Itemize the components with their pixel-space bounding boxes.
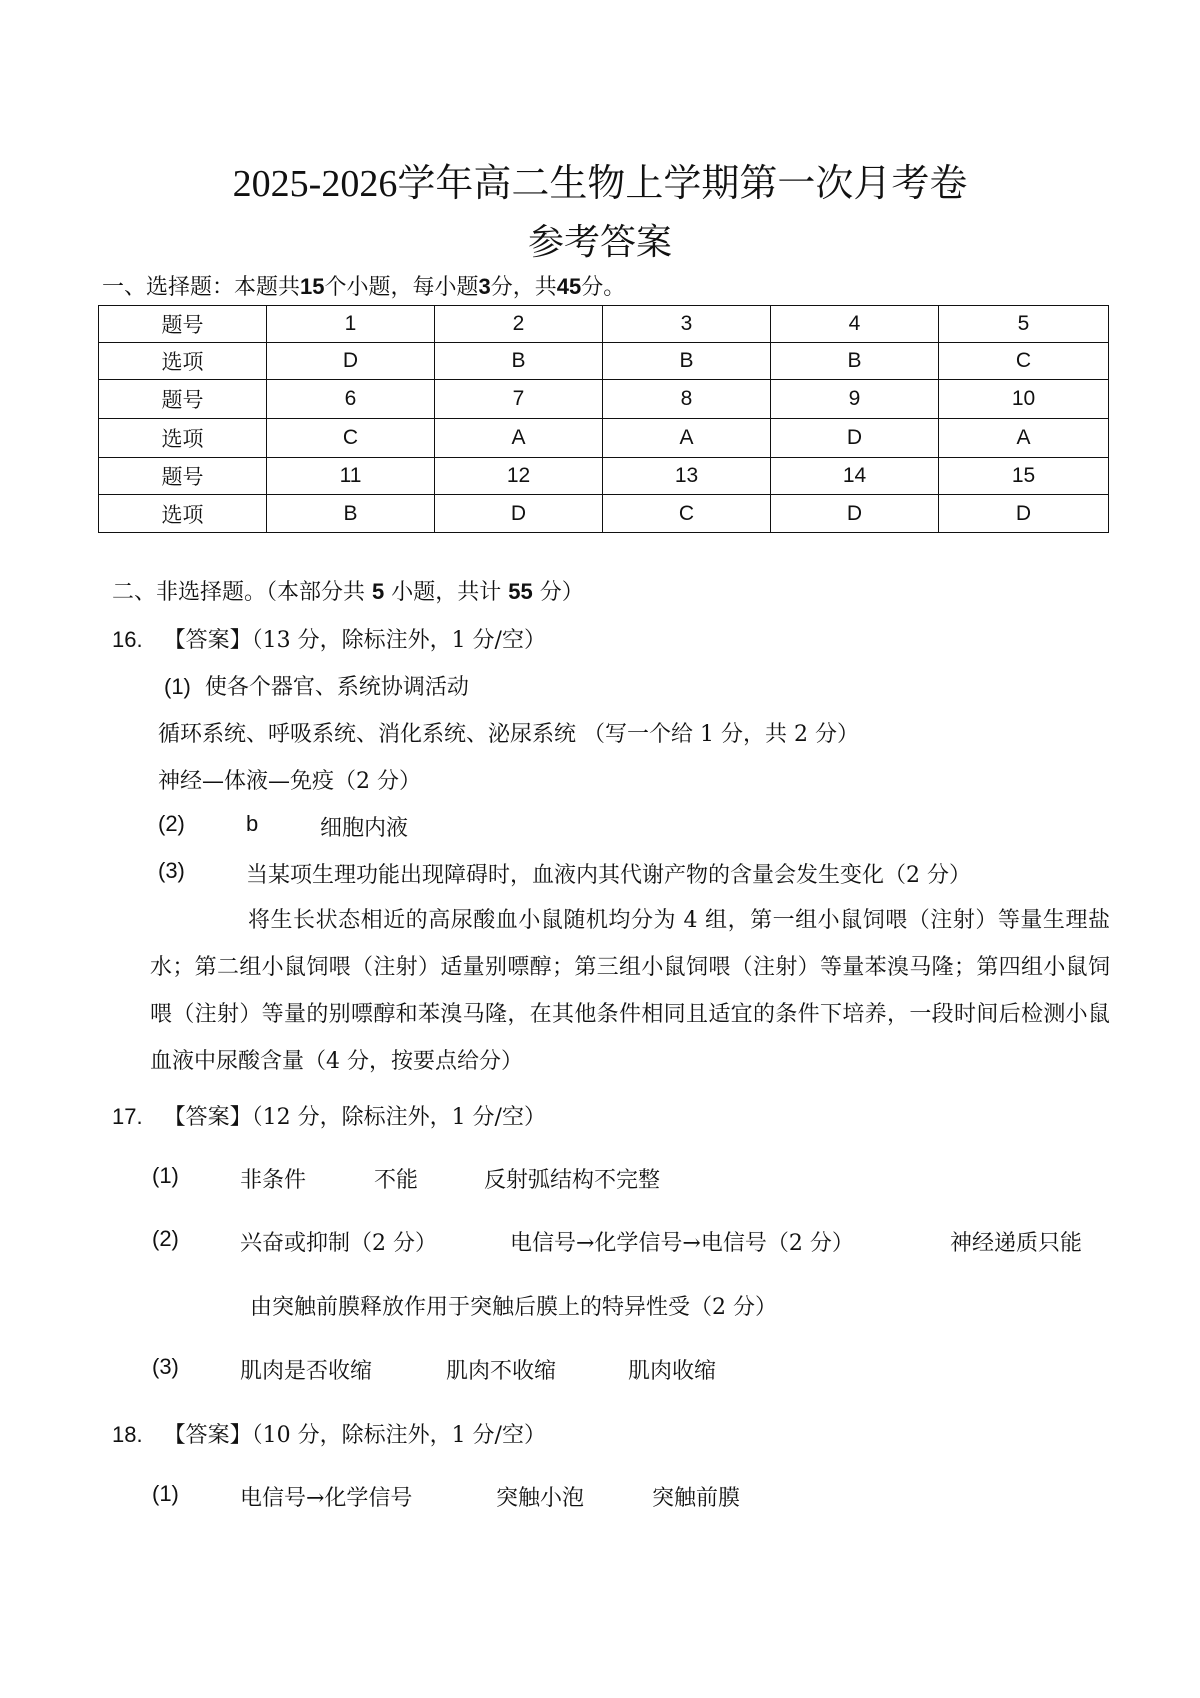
q16-part3-answer-a: 当某项生理功能出现障碍时，血液内其代谢产物的含量会发生变化（2 分） (246, 863, 971, 888)
q17-part3-label: (3) (152, 1354, 179, 1379)
q17-part3-answer-c: 肌肉收缩 (628, 1359, 717, 1384)
table-cell: D (435, 495, 603, 533)
table-row-header: 选项 (99, 419, 267, 458)
answer-table (98, 305, 1109, 533)
section1-text-c: 分，共 (490, 275, 557, 300)
section2-total: 55 (508, 579, 533, 604)
table-cell: 7 (435, 380, 603, 419)
section1-text-d: 分。 (581, 275, 626, 300)
table-cell: 4 (771, 306, 939, 343)
q17-part2-answer-c: 神经递质只能 (950, 1231, 1083, 1256)
table-row-header: 题号 (99, 458, 267, 495)
table-cell: A (435, 419, 603, 458)
q16-part2-answer-a: b (246, 811, 259, 836)
q17-part1-label: (1) (152, 1163, 179, 1188)
table-cell: D (771, 495, 939, 533)
section2-text-b: 小题，共计 (391, 580, 502, 605)
q16-header (112, 623, 546, 654)
table-cell: 9 (771, 380, 939, 419)
table-cell: 11 (267, 458, 435, 495)
table-cell: 10 (939, 380, 1109, 419)
q17-part2-label: (2) (152, 1226, 179, 1251)
section1-count: 15 (300, 274, 325, 299)
section1-points-each: 3 (478, 274, 491, 299)
q16-part2-answer-b: 细胞内液 (320, 816, 409, 841)
table-row-header: 选项 (99, 343, 267, 380)
q18-part1-answer-b: 突触小泡 (496, 1486, 585, 1511)
section2-text-a: 二、非选择题。（本部分共 (112, 580, 366, 605)
table-cell: C (603, 495, 771, 533)
q17-number: 17. (112, 1104, 143, 1129)
section1-text-a: 一、选择题：本题共 (102, 275, 301, 300)
q17-part1-answer-a: 非条件 (240, 1168, 307, 1193)
table-cell: A (939, 419, 1109, 458)
table-cell: B (771, 343, 939, 380)
table-row (99, 306, 1109, 343)
table-cell: 14 (771, 458, 939, 495)
q16-part1 (164, 670, 469, 701)
table-cell: B (267, 495, 435, 533)
q17-part3-answer-a: 肌肉是否收缩 (240, 1359, 373, 1384)
table-row-header: 题号 (99, 380, 267, 419)
q16-part2-label: (2) (158, 811, 185, 836)
q18-part1-label: (1) (152, 1481, 179, 1506)
table-cell: 8 (603, 380, 771, 419)
table-row-header: 题号 (99, 306, 267, 343)
table-cell: C (267, 419, 435, 458)
q17-part2-answer-b: 电信号→化学信号→电信号（2 分） (510, 1231, 854, 1256)
q18-header (112, 1418, 546, 1449)
page-subtitle: 参考答案 (527, 222, 672, 262)
q16-answer-label: 【答案】（13 分，除标注外，1 分/空） (163, 628, 546, 653)
q16-part3-label: (3) (158, 858, 185, 883)
table-cell: D (267, 343, 435, 380)
q16-number: 16. (112, 627, 143, 652)
q17-answer-label: 【答案】（12 分，除标注外，1 分/空） (163, 1105, 546, 1130)
section1-text-b: 个小题，每小题 (324, 275, 479, 300)
table-row (99, 458, 1109, 495)
table-cell: 13 (603, 458, 771, 495)
table-cell: 3 (603, 306, 771, 343)
q16-part1-label: (1) (164, 674, 191, 699)
section2-text-c: 分） (539, 580, 584, 605)
table-cell: 5 (939, 306, 1109, 343)
table-row (99, 343, 1109, 380)
section2-count: 5 (372, 579, 385, 604)
table-cell: C (939, 343, 1109, 380)
table-row-header: 选项 (99, 495, 267, 533)
q16-part1-line3: 神经—体液—免疫（2 分） (158, 769, 421, 794)
table-cell: 2 (435, 306, 603, 343)
q17-header (112, 1100, 546, 1131)
q18-part1-answer-a: 电信号→化学信号 (240, 1486, 413, 1511)
section1-total: 45 (556, 274, 582, 299)
table-cell: B (603, 343, 771, 380)
table-cell: 15 (939, 458, 1109, 495)
table-cell: D (939, 495, 1109, 533)
table-row (99, 419, 1109, 458)
q17-part1-answer-b: 不能 (374, 1168, 419, 1193)
section2-heading (112, 575, 584, 606)
q16-part3-paragraph: 将生长状态相近的高尿酸血小鼠随机均分为 4 组，第一组小鼠饲喂（注射）等量生理盐水；第二组小鼠饲喂（注射）适量别嘌醇；第三组小鼠饲喂（注射）等量苯溴马隆；第四组小鼠饲喂（注射）等量的别嘌醇和苯溴马隆，在其他条件相同且适宜的条件下培养，一段时间后检测小鼠血液中尿酸含量（4 分，按要点给分） (150, 908, 1110, 1074)
q18-answer-label: 【答案】（10 分，除标注外，1 分/空） (163, 1423, 546, 1448)
table-cell: 6 (267, 380, 435, 419)
q18-number: 18. (112, 1422, 143, 1447)
q17-part3-answer-b: 肌肉不收缩 (446, 1359, 557, 1384)
table-cell: B (435, 343, 603, 380)
table-row (99, 380, 1109, 419)
q18-part1-answer-c: 突触前膜 (652, 1486, 741, 1511)
q17-part1-answer-c: 反射弧结构不完整 (484, 1168, 661, 1193)
table-cell: 1 (267, 306, 435, 343)
table-cell: D (771, 419, 939, 458)
section1-heading (102, 270, 625, 301)
q16-part1-line2: 循环系统、呼吸系统、消化系统、泌尿系统 （写一个给 1 分，共 2 分） (158, 722, 859, 747)
q17-part2-answer-a: 兴奋或抑制（2 分） (240, 1231, 437, 1256)
q17-part2-line2: 由突触前膜释放作用于突触后膜上的特异性受（2 分） (250, 1295, 777, 1320)
q16-part1-answer: 使各个器官、系统协调活动 (204, 675, 469, 700)
table-row (99, 495, 1109, 533)
page-title: 2025-2026学年高二生物上学期第一次月考卷 (232, 163, 968, 205)
table-cell: A (603, 419, 771, 458)
table-cell: 12 (435, 458, 603, 495)
